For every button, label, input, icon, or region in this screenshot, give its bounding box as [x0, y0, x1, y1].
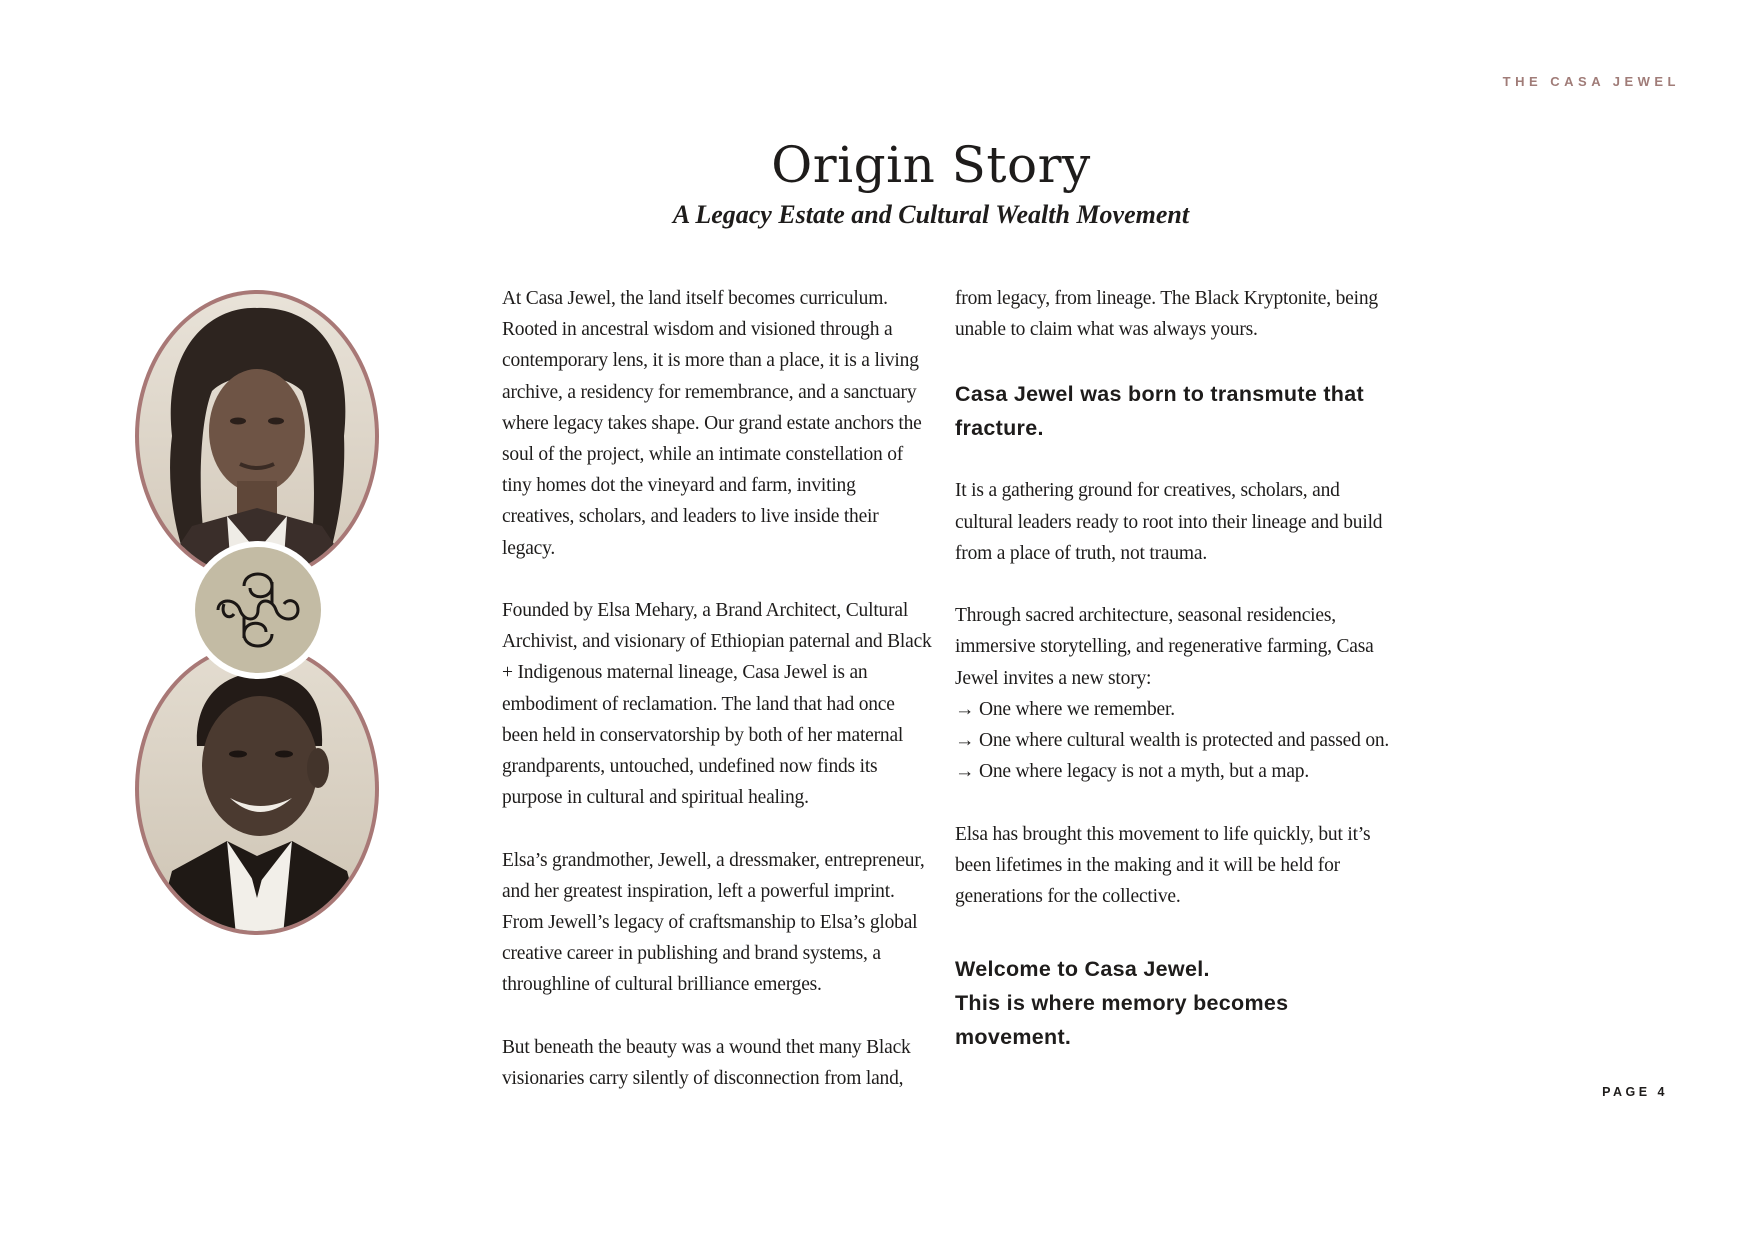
right-column [955, 283, 1395, 1054]
page-subtitle: A Legacy Estate and Cultural Wealth Movement [672, 200, 1190, 229]
closing-welcome: Welcome to Casa Jewel. [955, 957, 1210, 982]
portrait-grandmother [132, 286, 382, 586]
list-item-cultural-wealth: → One where cultural wealth is protected and passed on. [955, 730, 1390, 752]
paragraph-lifetimes: Elsa has brought this movement to life quickly, but it’s been lifetimes in the making and it will be held for generations for the collective. [955, 823, 1371, 908]
page-number-value: 4 [1657, 1085, 1668, 1099]
brand-header: THE CASA JEWEL [1502, 74, 1680, 89]
paragraph-intro: At Casa Jewel, the land itself becomes curriculum. Rooted in ancestral wisdom and visioned through a contemporary lens, it is more than a place, it is a living archive, a residency for remembrance, and a sanctuary where legacy takes shape. Our grand estate anchors the soul of the project, while an intimate constellation of tiny homes dot the vineyard and farm, inviting creatives, scholars, and leaders to live inside their legacy. [502, 288, 922, 559]
portrait-grandfather [132, 641, 382, 946]
paragraph-grandmother: Elsa’s grandmother, Jewell, a dressmaker, entrepreneur, and her greatest inspiration, left a powerful imprint. From Jewell’s legacy of craftsmanship to Elsa’s global creative career in publishing and brand systems, a throughline of cultural brilliance emerges. [502, 849, 925, 996]
left-column [502, 283, 932, 1094]
paragraph-wound: But beneath the beauty was a wound thet many Black visionaries carry silently of disconnection from land, [502, 1036, 911, 1090]
page-number [1602, 1085, 1668, 1099]
paragraph-continued: from legacy, from lineage. The Black Kryptonite, being unable to claim what was always yours. [955, 288, 1378, 341]
list-item-remember: → One where we remember. [955, 698, 1175, 720]
closing-memory: This is where memory becomes movement. [955, 991, 1289, 1050]
page-title: Origin Story [771, 136, 1091, 194]
paragraph-new-story [955, 600, 1395, 787]
statement-transmute: Casa Jewel was born to transmute that fracture. [955, 382, 1364, 441]
monogram-medallion [189, 541, 327, 679]
portrait-group [132, 286, 382, 946]
list-item-legacy-map: → One where legacy is not a myth, but a map. [955, 761, 1310, 783]
paragraph-gathering: It is a gathering ground for creatives, scholars, and cultural leaders ready to root into their lineage and build from a place of truth, not trauma. [955, 480, 1383, 564]
closing-statement [955, 952, 1395, 1054]
paragraph-founder: Founded by Elsa Mehary, a Brand Architect, Cultural Archivist, and visionary of Ethiopian paternal and Black + Indigenous maternal lineage, Casa Jewel is an embodiment of reclamation. The land that had once been held in conservatorship by both of her maternal grandparents, untouched, undefined now finds its purpose in cultural and spiritual healing. [502, 600, 932, 809]
new-story-intro: Through sacred architecture, seasonal residencies, immersive storytelling, and regenerative farming, Casa Jewel invites a new story: [955, 605, 1374, 689]
page-label: PAGE [1602, 1085, 1651, 1099]
